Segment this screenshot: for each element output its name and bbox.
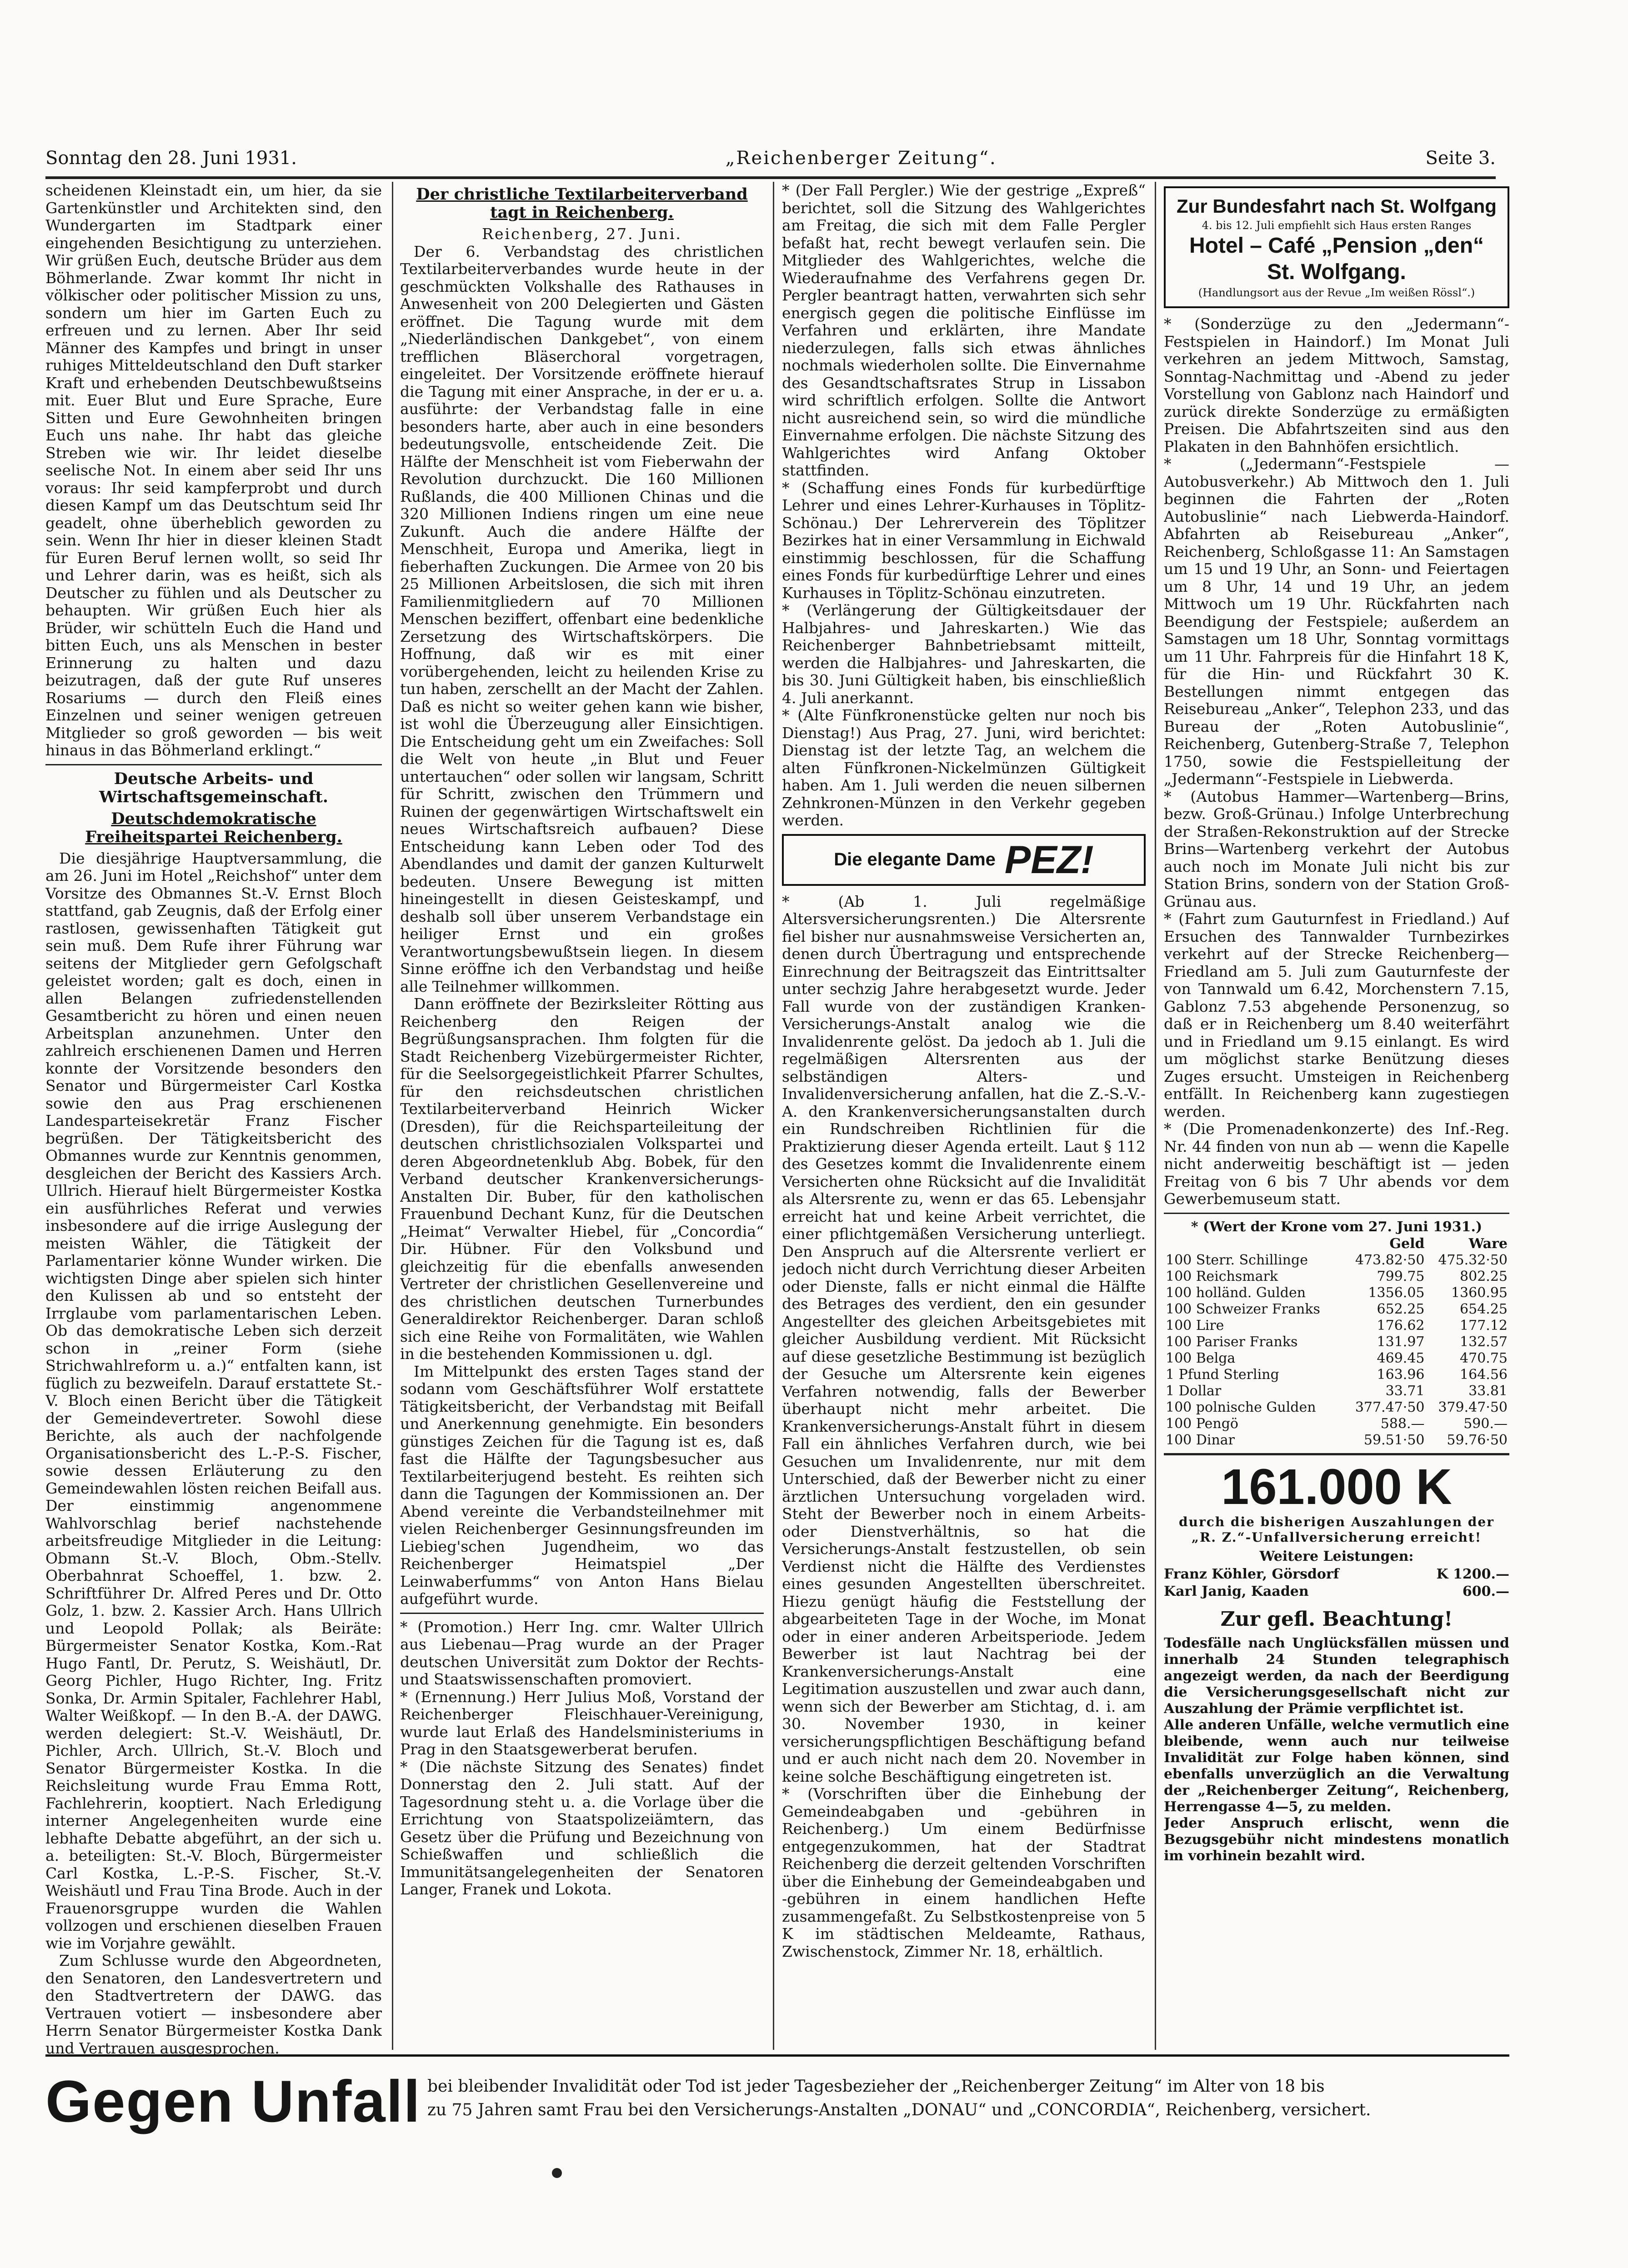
notice-text: Jeder Anspruch erlischt, wenn die Bezugsgebühr nicht mindestens monatlich im vorhinein bezahlt wird.	[1164, 1815, 1509, 1864]
article-rule	[400, 1613, 764, 1614]
news-item-senat: * (Die nächste Sitzung des Senates) findet Donnerstag den 2. Juli statt. Auf der Tagesordnung steht u. a. die Vorlage über die Errichtung von Staatspolizeiämtern, das Gesetz über die Prüfung und Bezeichnung von Schießwaffen und schließlich die Immunitätsangelegenheiten der Senatoren Langer, Franek und Lokota.	[400, 1758, 764, 1898]
news-item-fonds: * (Schaffung eines Fonds für kurbedürftige Lehrer und eines Lehrer-Kurhauses in Töplitz-Schönau.) Der Lehrerverein des Töplitzer Bezirkes hat in einer Versammlung in Eichwald einstimmig beschlossen, für die Schaffung eines Fonds für kurbedürftige Lehrer und eines Kurhauses in Töplitz-Schönau einzutreten.	[782, 479, 1146, 602]
rate-ware: 590.—	[1463, 1416, 1508, 1432]
rate-ware: 1360.95	[1451, 1285, 1508, 1301]
header-rule	[45, 176, 1496, 179]
news-item-autobus: * („Jedermann“-Festspiele — Autobusverkehr.) Ab Mittwoch den 1. Juli beginnen die Fahrten der „Roten Autobuslinie“ nach Liebwerda-Haindorf. Abfahrten ab Reisebureau „Anker“, Reichenberg, Schloßgasse 11: An Samstagen um 15 und 19 Uhr, an Sonn- und Feiertagen um 8 Uhr, 14 und 19 Uhr, an jedem Mittwoch um 19 Uhr. Rückfahrten nach Beendigung der Festspiele; außerdem an Samstagen um 18 Uhr, Sonntag vormittags um 11 Uhr. Fahrpreis für die Hinfahrt 18 K, für die Hin- und Rückfahrt 30 K. Bestellungen nimmt entgegen das Reisebureau „Anker“, Telephon 233, und das Bureau der „Roten Autobuslinie“, Reichenberg, Gutenberg-Straße 7, Telephon 1750, sowie die Festspielleitung der „Jedermann“-Festspiele in Liebwerda.	[1164, 455, 1509, 788]
currency: 100 polnische Gulden	[1166, 1399, 1316, 1415]
column-divider	[773, 182, 774, 2050]
rate-ware: 164.56	[1460, 1367, 1508, 1383]
rates-header: Ware	[1468, 1236, 1508, 1252]
rate-ware: 802.25	[1460, 1269, 1508, 1284]
pez-logo: PEZ!	[1004, 838, 1094, 882]
currency: 100 Pariser Franks	[1166, 1334, 1298, 1350]
rate-geld: 652.25	[1377, 1301, 1425, 1317]
news-item-muenzen: * (Alte Fünfkronenstücke gelten nur noch bis Dienstag!) Aus Prag, 27. Juni, wird berichtet: Dienstag ist der letzte Tag, an welchem die alten Fünfkronen-Nickelmünzen Gültigkeit haben. Am 1. Juli werden die neuen silbernen Zehnkronen-Münzen in den Verkehr gegeben werden.	[782, 706, 1146, 829]
table-row	[1164, 1416, 1509, 1432]
hotel-ad-place: St. Wolfgang.	[1267, 260, 1406, 284]
rates-header: Geld	[1389, 1236, 1425, 1252]
table-row	[1164, 1399, 1509, 1416]
column-3	[782, 182, 1146, 2068]
more-payouts-title: Weitere Leistungen:	[1259, 1549, 1414, 1564]
currency: 100 Belga	[1166, 1350, 1236, 1366]
accident-insurance-banner	[45, 2054, 1509, 2134]
news-item-pergler: * (Der Fall Pergler.) Wie der gestrige „Expreß“ berichtet, soll die Sitzung des Wahlgerichtes am Freitag, die sich mit dem Falle Pergler befaßt hat, recht bewegt verlaufen sein. Die Mitglieder des Wahlgerichtes, welche die Wiederaufnahme des Verfahrens gegen Dr. Pergler beantragt hatten, verwahrten sich sehr energisch gegen die politische Einflüsse im Verfahren und erklärten, ihre Mandate niederzulegen, falls sich etwas ähnliches nochmals wiederholen sollte. Die Einvernahme des Gesandtschaftsrates Strup in Lissabon wird schriftlich erfolgen. Sollte die Antwort nicht ausreichend sein, so wird die mündliche Einvernahme erfolgen. Die nächste Sitzung des Wahlgerichtes wird Anfang Oktober stattfinden.	[782, 182, 1146, 479]
section-heading: Deutsche Arbeits- und Wirtschaftsgemeinschaft.	[99, 769, 328, 806]
pez-ad-text: Die elegante Dame	[834, 849, 996, 870]
header-date: Sonntag den 28. Juni 1931.	[45, 148, 297, 169]
news-item-konzerte: * (Die Promenadenkonzerte) des Inf.-Reg. Nr. 44 finden von nun ab — wenn die Kapelle nicht anderweitig beschäftigt ist — jeden Freitag von 6 bis 7 Uhr abends vor dem Gewerbemuseum statt.	[1164, 1120, 1509, 1208]
rate-ware: 132.57	[1460, 1334, 1508, 1350]
rate-ware: 177.12	[1460, 1318, 1508, 1334]
table-row	[1164, 1432, 1509, 1449]
table-row	[1164, 1252, 1509, 1269]
payout-row	[1164, 1566, 1509, 1584]
currency: 1 Dollar	[1166, 1383, 1222, 1399]
rate-ware: 470.75	[1460, 1350, 1508, 1366]
page-header	[45, 145, 1496, 172]
rate-geld: 473.82·50	[1355, 1252, 1425, 1268]
table-row	[1164, 1334, 1509, 1350]
print-speck	[552, 2168, 562, 2178]
header-page-number: Seite 3.	[1425, 148, 1496, 169]
news-item-brins: * (Autobus Hammer—Wartenberg—Brins, bezw. Groß-Grünau.) Infolge Unterbrechung der Straßen-Rekonstruktion auf der Strecke Brins—Wartenberg verkehrt der Autobus auch noch im Monate Juli nicht bis zur Station Brins, sondern von der Station Groß-Grünau aus.	[1164, 787, 1509, 910]
hotel-advertisement	[1164, 186, 1509, 308]
currency: 100 Lire	[1166, 1318, 1224, 1334]
rates-header-row	[1164, 1236, 1509, 1252]
pez-advertisement	[782, 834, 1146, 886]
column-4	[1164, 182, 1509, 2145]
table-row	[1164, 1367, 1509, 1383]
exchange-rates-table	[1164, 1236, 1509, 1449]
insurance-subtitle: durch die bisherigen Auszahlungen der „R. Z.“-Unfallversicherung erreicht!	[1179, 1514, 1494, 1545]
article-body: Die diesjährige Hauptversammlung, die am 26. Juni im Hotel „Reichshof“ unter dem Vorsitze des Obmannes St.-V. Ernst Bloch stattfand, gab Zeugnis, daß der Erfolg einer rastlosen, gewissenhaften Tätigkeit gut sein muß. Dem Rufe ihrer Führung war seitens der Mitglieder gern Gefolgschaft geleistet worden; galt es doch, einen in allen Belangen zufriedenstellenden Gesamtbericht zu hören und einen neuen Arbeitsplan anzunehmen. Unter den zahlreich erschienenen Damen und Herren konnte der Vorsitzende besonders den Senator und Bürgermeister Carl Kostka sowie den aus Prag erschienenen Landesparteisekretär Franz Fischer begrüßen. Der Tätigkeitsbericht des Obmannes wurde zur Kenntnis genommen, desgleichen der Bericht des Kassiers Arch. Ullrich. Hierauf hielt Bürgermeister Kostka ein ausführliches Referat und verwies insbesondere auf die irrige Auslegung der meisten Wähler, die Tätigkeit der Parlamentarier könne Wunder wirken. Die wichtigsten Dinge aber spielen sich hinter den Kulissen ab und so entsteht der Irrglaube vom parlamentarischen Leben. Ob das demokratische Leben sich derzeit schon in „reiner Form (siehe Strichwahlreform u. a.)“ entfalten kann, ist füglich zu bezweifeln. Darauf erstattete St.-V. Bloch einen Bericht über die Tätigkeit der Gemeindevertreter. Sowohl diese Berichte, als auch der nachfolgende Organisationsbericht des L.-P.-S. Fischer, sowie dessen Erläuterung zu den Gemeindewahlen lösten reichen Beifall aus. Der einstimmig angenommene Wahlvorschlag berief nachstehende arbeitsfreudige Mitglieder in die Leitung: Obmann St.-V. Bloch, Obm.-Stellv. Oberbahnrat Schoeffel, 1. bzw. 2. Schriftführer Dr. Alfred Peres und Dr. Otto Golz, 1. bzw. 2. Kassier Arch. Hans Ullrich und Leopold Pollak; als Beiräte: Bürgermeister Senator Kostka, Kom.-Rat Hugo Fantl, Dr. Perutz, S. Weishäutl, Dr. Georg Pichler, Hugo Richter, Ing. Fritz Sonka, Dr. Armin Spitaler, Fachlehrer Habl, Walter Weißkopf. — In den B.-A. der DAWG. werden delegiert: St.-V. Weishäutl, Dr. Pichler, Arch. Ullrich, St.-V. Bloch und Senator Bürgermeister Kostka. In die Reichsleitung wurde Frau Emma Rott, Fachlehrerin, kooptiert. Nach Erledigung interner Angelegenheiten wurde eine lebhafte Debatte abgeführt, an der sich u. a. beteiligten: St.-V. Bloch, Bürgermeister Carl Kostka, L.-P.-S. Fischer, St.-V. Weishäutl und Frau Tina Brode. Auch in der Frauenorsgruppe wurden die Wahlen vollzogen und erschienen dieselben Frauen wie im Vorjahre gewählt.	[45, 849, 382, 1952]
news-item-promotion: * (Promotion.) Herr Ing. cmr. Walter Ullrich aus Liebenau—Prag wurde an der Prager deutschen Universität zum Doktor der Rechts- und Staatswissenschaften promoviert.	[400, 1618, 764, 1688]
currency: 100 holländ. Gulden	[1166, 1285, 1306, 1301]
rate-ware: 59.76·50	[1447, 1432, 1508, 1448]
insurance-total: 161.000 K	[1221, 1459, 1452, 1515]
insurance-rule	[1164, 1453, 1509, 1455]
rates-rule	[1164, 1213, 1509, 1214]
rate-ware: 33.81	[1468, 1383, 1508, 1399]
currency: 100 Reichsmark	[1166, 1269, 1278, 1284]
article-headline: Der christliche Textilarbeiterverband tagt in Reichenberg.	[416, 185, 748, 222]
article-continuation: scheidenen Kleinstadt ein, um hier, da sie Gartenkünstler und Architekten sind, den Wundergarten im Stadtpark einer eingehenden Besichtigung zu unterziehen. Wir grüßen Euch, deutsche Brüder aus dem Böhmerlande. Zwar kommt Ihr nicht in völkischer oder politischer Mission zu uns, sondern um hier im Garten Euch zu erfreuen und zu lernen. Aber Ihr seid Männer des Kampfes und bringt in unser ruhiges Mitteldeutschland den Duft starker Kraft und erhebenden Deutschbewußtseins mit. Euer Blut und Eure Sprache, Eure Sitten und Eure Gewohnheiten bringen Euch uns nahe. Ihr habt das gleiche Streben wie wir. Ihr leidet dieselbe seelische Not. In einem aber seid Ihr uns voraus: Ihr seid kampferprobt und durch diesen Kampf um das Deutschtum seid Ihr geadelt, ohne überheblich geworden zu sein. Wenn Ihr hier in dieser kleinen Stadt für Euren Beruf lernen wollt, so seid Ihr und Lehrer darin, was es heißt, sich als Deutscher zu fühlen und als Deutscher zu behaupten. Wir grüßen Euch hier als Brüder, wir schütteln Euch die Hand und bitten Euch, uns als Menschen in bester Erinnerung zu halten und dazu beizutragen, daß der gute Ruf unseres Rosariums — durch den Fleiß eines Einzelnen und seiner wenigen getreuen Mitglieder so groß geworden — bis weit hinaus in das Böhmerland erklingt.“	[45, 182, 382, 759]
table-row	[1164, 1318, 1509, 1334]
payout-amount: K 1200.—	[1436, 1566, 1509, 1582]
table-row	[1164, 1301, 1509, 1318]
table-row	[1164, 1350, 1509, 1367]
column-2	[400, 182, 764, 2068]
column-divider	[392, 182, 393, 2050]
currency: 100 Dinar	[1166, 1432, 1235, 1448]
news-item-altersrente: * (Ab 1. Juli regelmäßige Altersversicherungsrenten.) Die Altersrente fiel bisher nur ausnahmsweise Versicherten an, denen durch Übertragung und entsprechende Einrechnung der Beitragszeit das Eintrittsalter unter sechzig Jahre herabgesetzt wurde. Jeder Fall wurde von der zuständigen Kranken-Versicherungs-Anstalt analog wie die Invalidenrente gelöst. Da jedoch ab 1. Juli die regelmäßigen Altersrenten aus der selbständigen Alters- und Invalidenversicherung anfallen, hat die Z.-S.-V.-A. den Krankenversicherungsanstalten durch ein Rundschreiben Richtlinien für die Praktizierung dieser Agenda erteilt. Laut § 112 des Gesetzes kommt die Invalidenrente einem Versicherten ohne Rücksicht auf die Invalidität als Altersrente zu, wenn er das 65. Lebensjahr erreicht hat und keine Arbeit verrichtet, die einer pflichtgemäßen Versicherung unterliegt. Den Anspruch auf die Altersrente verliert er jedoch nicht durch Verrichtung dieser Arbeiten oder Dienste, falls er nicht einmal die Hälfte des Betrages des verdient, den ein gesunder Angestellter des gleichen Arbeitsgebietes mit gleicher Ausbildung verdient. Mit Rücksicht auf diese gesetzliche Bestimmung ist bezüglich der Gesuche um Altersrente kein eigenes Verfahren notwendig, falls der Bewerber überhaupt nicht mehr arbeitet. Die Krankenversicherungs-Anstalt führt in diesem Fall ein ähnliches Verfahren durch, wie bei Gesuchen um Invalidenrente, nur mit dem Unterschied, daß der Bewerber nicht zu einer ärztlichen Untersuchung vorgeladen wird. Steht der Bewerber noch in einem Arbeits- oder Dienstverhältnis, so hat die Versicherungs-Anstalt festzustellen, ob sein Verdienst nicht die Hälfte des Verdienstes eines gesunden Angestellten überschreitet. Hiezu genügt häufig die Feststellung der abgearbeiteten Tage in der Woche, im Monat oder in einer anderen Arbeitsperiode. Jedem Bewerber ist laut Nachtrag bei der Krankenversicherungs-Anstalt eine Legitimation auszustellen und zwar auch dann, wenn sich der Bewerber am Stichtag, d. i. am 30. November 1930, in keiner versicherungspflichtigen Beschäftigung befand und er auch nicht nach dem 20. November in keine solche Beschäftigung eingetreten ist.	[782, 892, 1146, 1785]
currency: 100 Pengö	[1166, 1416, 1238, 1432]
article-body: Dann eröffnete der Bezirksleiter Rötting aus Reichenberg den Reigen der Begrüßungsansprachen. Ihm folgten für die Stadt Reichenberg Vizebürgermeister Richter, für die Seelsorgegeistlichkeit Pfarrer Schultes, für den reichsdeutschen christlichen Textilarbeiterverband Heinrich Wicker (Dresden), für die Reichsparteileitung der deutschen christlichsozialen Volkspartei und deren Abgeordnetenklub Abg. Bobek, für den Verband deutscher Krankenversicherungs-Anstalten Dir. Buber, für den katholischen Frauenbund Dechant Kunz, für die Deutschen „Heimat“ Verwalter Hiebel, für „Concordia“ Dir. Hübner. Für den Volksbund und gleichzeitig für die ebenfalls anwesenden Vertreter der christlichen Gesellenvereine und des christlichen deutschen Turnerbundes Generaldirektor Reichenberger. Daran schloß sich eine Reihe von Formalitäten, wie Wahlen in die bestehenden Kommissionen u. dgl.	[400, 995, 764, 1363]
column-divider	[1155, 182, 1156, 2050]
rate-geld: 59.51·50	[1363, 1432, 1425, 1448]
payout-amount: 600.—	[1462, 1584, 1509, 1599]
news-item-ernennung: * (Ernennung.) Herr Julius Moß, Vorstand der Reichenberger Fleischhauer-Vereinigung, wurde laut Erlaß des Handelsministeriums in Prag in den Staatsgewerberat berufen.	[400, 1688, 764, 1758]
notice-title: Zur gefl. Beachtung!	[1220, 1607, 1453, 1631]
article-body: Der 6. Verbandstag des christlichen Textilarbeiterverbandes wurde heute in der geschmückten Volkshalle des Rathauses in Anwesenheit von 200 Delegierten und Gästen eröffnet. Die Tagung wurde mit dem „Niederländischen Dankgebet“, von einem trefflichen Bläserchoral vorgetragen, eingeleitet. Der Vorsitzende eröffnete hierauf die Tagung mit einer Ansprache, in der er u. a. ausführte: der Verbandstag falle in eine besonders harte, aber auch in eine besonders bedeutungsvolle, entscheidende Zeit. Die Hälfte der Menschheit ist vom Fieberwahn der Revolution durchzuckt. Die 160 Millionen Rußlands, die 400 Millionen Chinas und die 320 Millionen Indiens ringen um eine neue Zukunft. Auch die andere Hälfte der Menschheit, Europa und Amerika, liegt in fieberhaften Zuckungen. Die Armee von 20 bis 25 Millionen Arbeitslosen, die sich mit ihren Familienmitgliedern auf 70 Millionen Menschen beziffert, offenbart eine bedenkliche Zersetzung des Wirtschaftskörpers. Die Hoffnung, daß wir es mit einer vorübergehenden, leicht zu heilenden Krise zu tun haben, zerschellt an der Macht der Zahlen. Daß es nicht so weiter gehen kann wie bisher, ist wohl die Überzeugung aller Einsichtigen. Die Entscheidung geht um ein Zweifaches: Soll die Welt von heute „in Blut und Feuer untertauchen“ oder sollen wir langsam, Schritt für Schritt, zwischen den Trümmern und Ruinen der gegenwärtigen Wirtschaftswelt ein neues Wirtschaftsreich aufbauen? Diese Entscheidung kann Leben oder Tod des Abendlandes und damit der ganzen Kulturwelt bedeuten. Unsere Bewegung ist mitten hineingestellt in diesen Geisteskampf, und deshalb soll über unserem Verbandstage ein heiliger Ernst und ein großes Verantwortungsbewußtsein liegen. In diesem Sinne eröffne ich den Verbandstag und heiße alle Teilnehmer willkommen.	[400, 242, 764, 995]
table-row	[1164, 1269, 1509, 1285]
currency: 100 Schweizer Franks	[1166, 1301, 1320, 1317]
dateline: Reichenberg, 27. Juni.	[482, 225, 682, 243]
rate-geld: 588.—	[1380, 1416, 1425, 1432]
hotel-ad-line: 4. bis 12. Juli empfiehlt sich Haus ersten Ranges	[1202, 219, 1472, 232]
section-subheading: Deutschdemokratische Freiheitspartei Reichenberg.	[85, 809, 342, 846]
news-item-vorschriften: * (Vorschriften über die Einhebung der Gemeindeabgaben und -gebühren in Reichenberg.) Um einem Bedürfnisse entgegenzukommen, hat der Stadtrat Reichenberg die derzeit geltenden Vorschriften über die Einhebung der Gemeindeabgaben und -gebühren in einem handlichen Hefte zusammengefaßt. Zu Selbstkostenpreise von 5 K im städtischen Meldeamte, Rathaus, Zwischenstock, Zimmer Nr. 18, erhältlich.	[782, 1785, 1146, 1960]
currency: 1 Pfund Sterling	[1166, 1367, 1279, 1383]
payout-row	[1164, 1583, 1509, 1601]
header-paper-name: „Reichenberger Zeitung“.	[725, 148, 997, 169]
rate-ware: 379.47·50	[1438, 1399, 1508, 1415]
rate-geld: 377.47·50	[1355, 1399, 1425, 1415]
table-row	[1164, 1285, 1509, 1301]
news-item-sonderzuege: * (Sonderzüge zu den „Jedermann“-Festspielen in Haindorf.) Im Monat Juli verkehren an jedem Mittwoch, Samstag, Sonntag-Nachmittag und -Abend zu jeder Vorstellung von Gablonz nach Haindorf und zurück direkte Sonderzüge zu ermäßigten Preisen. Die Abfahrtszeiten sind aus den Plakaten in den Bahnhöfen ersichtlich.	[1164, 315, 1509, 455]
article-closing: Zum Schlusse wurde den Abgeordneten, den Senatoren, den Landesvertretern und den Stadtvertretern der DAWG. das Vertrauen votiert — insbesondere aber Herrn Senator Bürgermeister Kostka Dank und Vertrauen ausgesprochen.	[45, 1952, 382, 2057]
payout-name: Franz Köhler, Görsdorf	[1164, 1566, 1339, 1582]
rate-geld: 799.75	[1377, 1269, 1425, 1284]
rate-geld: 176.62	[1377, 1318, 1425, 1334]
currency: 100 Sterr. Schillinge	[1166, 1252, 1308, 1268]
banner-headline: Gegen Unfall	[45, 2068, 421, 2134]
banner-line: zu 75 Jahren samt Frau bei den Versicherungs-Anstalten „DONAU“ und „CONCORDIA“, Reichenberg, versichert.	[427, 2101, 1371, 2119]
notice-text: Todesfälle nach Unglücksfällen müssen und innerhalb 24 Stunden telegraphisch angezeigt werden, da nach der Beerdigung die Versicherungsgesellschaft nicht zur Auszahlung der Prämie verpflichtet ist.	[1164, 1635, 1509, 1717]
table-row	[1164, 1383, 1509, 1399]
banner-line: bei bleibender Invalidität oder Tod ist jeder Tagesbezieher der „Reichenberger Zeitung“ im Alter von 18 bis	[427, 2077, 1325, 2096]
rate-geld: 1356.05	[1368, 1285, 1425, 1301]
rate-geld: 469.45	[1377, 1350, 1425, 1366]
banner-text	[427, 2075, 1509, 2122]
hotel-ad-line: Zur Bundesfahrt nach St. Wolfgang	[1177, 195, 1497, 217]
news-item-karten: * (Verlängerung der Gültigkeitsdauer der Halbjahres- und Jahreskarten.) Wie das Reichenberger Bahnbetriebsamt mitteilt, werden die Halbjahres- und Jahreskarten, die bis 30. Juni Gültigkeit haben, bis einschließlich 4. Juli anerkannt.	[782, 601, 1146, 707]
news-item-gauturnfest: * (Fahrt zum Gauturnfest in Friedland.) Auf Ersuchen des Tannwalder Turnbezirkes verkehrt auf der Strecke Reichenberg—Friedland am 5. Juli zum Gauturnfeste der von Tannwald um 6.42, Morchenstern 7.15, Gablonz 7.53 abgehende Personenzug, so daß er in Reichenberg um 8.40 weiterfährt und in Friedland um 9.15 einlangt. Es wird um möglichst starke Benützung dieses Zuges ersucht. Umsteigen in Reichenberg entfällt. In Reichenberg kann zugestiegen werden.	[1164, 910, 1509, 1120]
notice-text: Alle anderen Unfälle, welche vermutlich eine bleibende, wenn auch nur teilweise Invalidität zur Folge haben können, sind ebenfalls unverzüglich an die Verwaltung der „Reichenberger Zeitung“, Reichenberg, Herrengasse 4—5, zu melden.	[1164, 1717, 1509, 1815]
hotel-ad-name: Hotel – Café „Pension „den“	[1189, 234, 1484, 258]
rate-ware: 654.25	[1460, 1301, 1508, 1317]
article-rule	[45, 764, 382, 765]
rates-title: * (Wert der Krone vom 27. Juni 1931.)	[1191, 1219, 1483, 1235]
hotel-ad-line: (Handlungsort aus der Revue „Im weißen Rössl“.)	[1198, 286, 1475, 299]
rate-geld: 131.97	[1377, 1334, 1425, 1350]
article-body: Im Mittelpunkt des ersten Tages stand der sodann vom Geschäftsführer Wolf erstattete Tätigkeitsbericht, der Verbandstag mit Beifall und Anerkennung genehmigte. Ein besonders günstiges Zeichen für die Tagung ist es, daß fast die Hälfte der Tagungsbesucher aus Textilarbeiterjugend besteht. Es reihten sich dann die Tagungen der Kommissionen an. Der Abend vereinte die Verbandsteilnehmer mit vielen Reichenberger Gesinnungsfreunden im Liebieg'schen Jugendheim, wo das Reichenberger Heimatspiel „Der Leinwaberfumms“ von Anton Hans Bielau aufgeführt wurde.	[400, 1362, 764, 1608]
payout-name: Karl Janig, Kaaden	[1164, 1584, 1309, 1599]
rate-geld: 33.71	[1385, 1383, 1425, 1399]
column-1	[45, 182, 382, 2145]
rate-ware: 475.32·50	[1438, 1252, 1508, 1268]
rate-geld: 163.96	[1377, 1367, 1425, 1383]
